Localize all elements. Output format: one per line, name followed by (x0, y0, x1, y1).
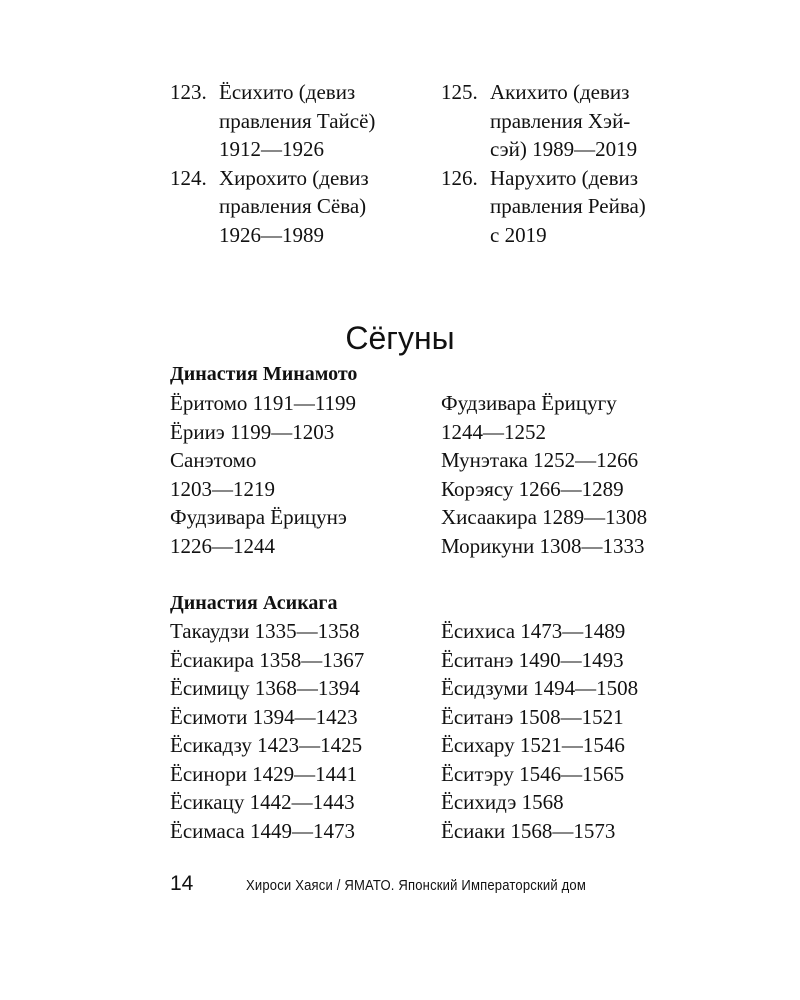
minamoto-left-column (170, 389, 356, 560)
shogun-line: Мунэтака 1252—1266 (441, 448, 639, 472)
shogun-line: Санэтомо (170, 448, 257, 472)
section-title: Сёгуны (345, 320, 455, 356)
emperor-number: 126. (441, 165, 478, 190)
shogun-line: Корэясу 1266—1289 (441, 476, 624, 501)
shogun-line: Ёсимаса 1449—1473 (170, 818, 356, 843)
shogun-line: 1203—1219 (170, 476, 275, 501)
running-title: Хироси Хаяси / ЯМАТО. Японский Императорский дом (246, 878, 587, 894)
emperor-line: Акихито (девиз (490, 80, 630, 104)
emperor-line: Ёсихито (девиз (219, 80, 356, 104)
emperor-line: сэй) 1989—2019 (490, 137, 638, 161)
emperor-line: 1912—1926 (219, 137, 324, 161)
emperor-line: Нарухито (девиз (490, 165, 639, 190)
emperor-line: с 2019 (490, 222, 547, 247)
ashikaga-right-column (441, 617, 638, 845)
emperor-line: правления Хэй- (490, 108, 631, 133)
shogun-line: Ёсинори 1429—1441 (170, 761, 358, 786)
ashikaga-left-column (170, 617, 364, 845)
emperor-line: Хирохито (девиз (219, 165, 369, 190)
emperor-entry (441, 164, 701, 250)
emperor-entry (170, 78, 430, 164)
shogun-line: Ёситанэ 1490—1493 (441, 647, 624, 672)
dynasty-title-ashikaga: Династия Асикага (170, 592, 338, 614)
shogun-line: Фудзивара Ёрицугу (441, 391, 617, 415)
page-number: 14 (170, 872, 194, 895)
shogun-line: Ёсикацу 1442—1443 (170, 790, 355, 814)
emperor-line: правления Сёва) (219, 194, 367, 218)
shogun-line: Ёсидзуми 1494—1508 (441, 676, 639, 700)
emperor-line: правления Рейва) (490, 194, 646, 218)
emperor-number: 125. (441, 80, 478, 104)
shogun-line: Фудзивара Ёрицунэ (170, 505, 347, 529)
emperor-entry (170, 164, 430, 250)
shogun-line: Ёсиакира 1358—1367 (170, 647, 365, 672)
emperor-number: 123. (170, 80, 207, 104)
shogun-line: Ёсихидэ 1568 (441, 790, 564, 814)
shogun-line: 1244—1252 (441, 419, 546, 444)
shogun-line: Ёсихару 1521—1546 (441, 733, 625, 757)
dynasty-title-minamoto: Династия Минамото (170, 363, 358, 385)
shogun-line: Хисаакира 1289—1308 (441, 505, 648, 529)
emperors-left-column (170, 78, 430, 249)
shogun-line: Ёситанэ 1508—1521 (441, 704, 624, 729)
emperor-line: правления Тайсё) (219, 108, 376, 133)
shogun-line: Ёсиаки 1568—1573 (441, 818, 616, 843)
emperor-number: 124. (170, 165, 207, 190)
emperor-line: 1926—1989 (219, 222, 324, 247)
emperors-right-column (441, 78, 701, 249)
shogun-line: Ёсимицу 1368—1394 (170, 676, 360, 700)
page-footer (170, 872, 730, 896)
shogun-line: 1226—1244 (170, 533, 275, 558)
shogun-line: Ёсикадзу 1423—1425 (170, 733, 363, 757)
shogun-line: Ёсимоти 1394—1423 (170, 704, 358, 729)
shogun-line: Такаудзи 1335—1358 (170, 619, 360, 643)
shogun-line: Ёрииэ 1199—1203 (170, 419, 335, 444)
shogun-line: Ёсихиса 1473—1489 (441, 619, 626, 643)
shogun-line: Морикуни 1308—1333 (441, 533, 645, 558)
minamoto-right-column (441, 389, 647, 560)
emperor-entry (441, 78, 701, 164)
shogun-line: Ёритомо 1191—1199 (170, 391, 357, 415)
shogun-line: Ёситэру 1546—1565 (441, 761, 625, 786)
